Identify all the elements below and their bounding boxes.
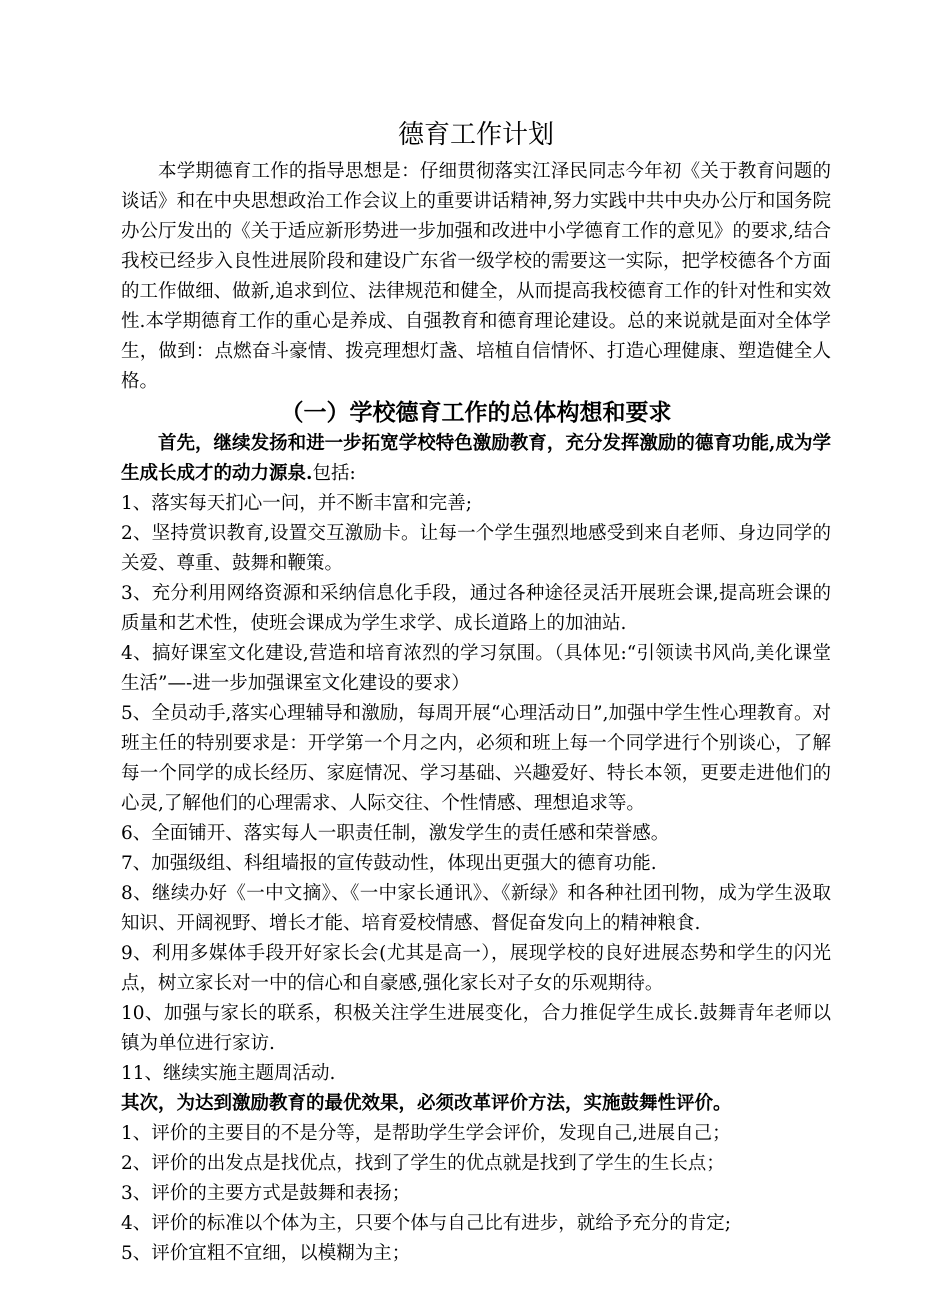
document-title: 德育工作计划 [397, 120, 554, 150]
list-item: 1、评价的主要目的不是分等，是帮助学生学会评价，发现自己,进展自己； [121, 1123, 731, 1144]
list-item: 8、继续办好《一中文摘》、《一中家长通讯》、《新绿》和各种社团刊物，成为学生汲取知识、开阔视野、增长才能、培育爱校情感、督促奋发向上的精神粮食. [121, 883, 831, 934]
section1-lead-rest: 包括: [312, 463, 356, 484]
list-item: 10、加强与家长的联系，积极关注学生进展变化，合力推促学生成长.鼓舞青年老师以镇为单位进行家访. [121, 1003, 831, 1054]
document-page [121, 113, 831, 1269]
list-item: 4、搞好课室文化建设,营造和培育浓烈的学习氛围。（具体见:“引领读书风尚,美化课堂生活”—-进一步加强课室文化建设的要求） [121, 643, 831, 694]
section1-lead-bold: 首先，继续发扬和进一步拓宽学校特色激励教育，充分发挥激励的德育功能,成为学生成长成才的动力源泉. [121, 433, 831, 484]
list-item: 3、评价的主要方式是鼓舞和表扬； [121, 1183, 411, 1204]
list-item: 2、评价的出发点是找优点，找到了学生的优点就是找到了学生的生长点； [121, 1153, 725, 1174]
list-item: 3、充分利用网络资源和采纳信息化手段，通过各种途径灵活开展班会课,提高班会课的质量和艺术性，使班会课成为学生求学、成长道路上的加油站. [121, 583, 831, 634]
list-item: 7、加强级组、科组墙报的宣传鼓动性，体现出更强大的德育功能. [121, 853, 657, 874]
list-item: 1、落实每天扪心一问，并不断丰富和完善; [121, 493, 473, 514]
section2-lead: 其次，为达到激励教育的最优效果，必须改革评价方法，实施鼓舞性评价。 [121, 1093, 732, 1114]
list-item: 5、全员动手,落实心理辅导和激励，每周开展“心理活动日”,加强中学生性心理教育。对班主任的特别要求是：开学第一个月之内，必须和班上每一个同学进行个别谈心，了解每一个同学的成长经历、家庭情况、学习基础、兴趣爱好、特长本领，更要走进他们的心灵,了解他们的心理需求、人际交往、个性情感、理想追求等。 [121, 703, 831, 814]
list-item: 9、利用多媒体手段开好家长会(尤其是高一），展现学校的良好进展态势和学生的闪光点，树立家长对一中的信心和自豪感,强化家长对子女的乐观期待。 [121, 943, 831, 994]
list-item: 11、继续实施主题周活动. [121, 1063, 336, 1084]
list-item: 4、评价的标准以个体为主，只要个体与自己比有进步，就给予充分的肯定; [121, 1213, 732, 1234]
section1-lead [121, 429, 831, 489]
list-item: 2、坚持赏识教育,设置交互激励卡。让每一个学生强烈地感受到来自老师、身边同学的关爱、尊重、鼓舞和鞭策。 [121, 523, 831, 574]
section2-list [121, 1119, 831, 1269]
section1-list [121, 489, 831, 1089]
intro-paragraph: 本学期德育工作的指导思想是：仔细贯彻落实江泽民同志今年初《关于教育问题的谈话》和在中央思想政治工作会议上的重要讲话精神,努力实践中共中央办公厅和国务院办公厅发出的《关于适应新形势进一步加强和改进中小学德育工作的意见》的要求,结合我校已经步入良性进展阶段和建设广东省一级学校的需要这一实际，把学校德各个方面的工作做细、做新,追求到位、法律规范和健全，从而提高我校德育工作的针对性和实效性.本学期德育工作的重心是养成、自强教育和德育理论建设。总的来说就是面对全体学生，做到：点燃奋斗豪情、拨亮理想灯盏、培植自信情怀、打造心理健康、塑造健全人格。 [121, 161, 831, 392]
list-item: 5、评价宜粗不宜细，以模糊为主； [121, 1243, 411, 1264]
section-heading: （一）学校德育工作的总体构想和要求 [280, 399, 672, 426]
list-item: 6、全面铺开、落实每人一职责任制，激发学生的责任感和荣誉感。 [121, 823, 670, 844]
